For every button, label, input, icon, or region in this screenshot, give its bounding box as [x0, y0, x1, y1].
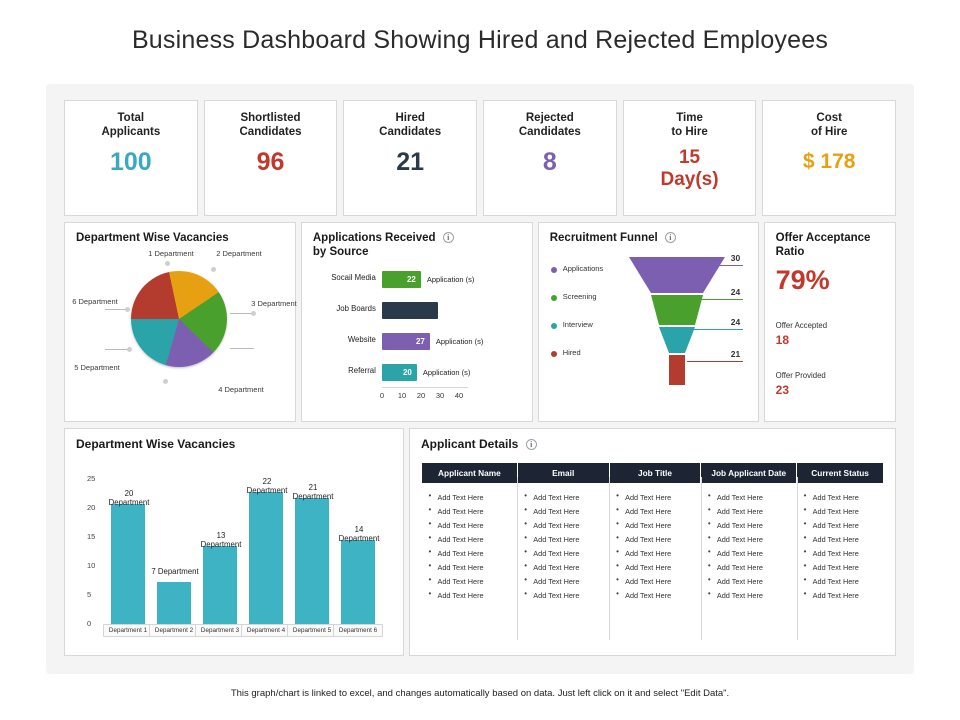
legend-dot-applications [551, 267, 557, 273]
legend-label-interview: Interview [562, 320, 593, 329]
funnel-value-hired: 21 [730, 349, 741, 359]
list-item[interactable]: • Add Text Here [703, 490, 795, 504]
legend-dot-hired [551, 351, 557, 357]
source-bar-label: Referral [348, 366, 376, 375]
column-header-job-applicant-date[interactable]: Job Applicant Date [701, 463, 797, 484]
source-bar-label: Website [347, 335, 376, 344]
column-header-current-status[interactable]: Current Status [797, 463, 884, 484]
list-item[interactable]: • Add Text Here [703, 560, 795, 574]
column-header-job-title[interactable]: Job Title [609, 463, 701, 484]
info-icon[interactable]: i [443, 232, 454, 243]
bar-value-3: 13 Department [200, 531, 242, 549]
offer-accepted-value: 18 [775, 333, 789, 347]
list-item[interactable]: • Add Text Here [519, 490, 607, 504]
card-title [421, 437, 537, 451]
legend-label-screening: Screening [562, 292, 597, 301]
card-offer-acceptance-ratio [764, 222, 896, 422]
kpi-value: 96 [256, 148, 285, 176]
list-item[interactable]: • Add Text Here [611, 574, 699, 588]
list-item[interactable]: • Add Text Here [519, 518, 607, 532]
offer-acceptance-percent: 79% [775, 265, 830, 295]
offer-provided-label: Offer Provided [775, 371, 826, 380]
offer-provided-value: 23 [775, 383, 789, 397]
funnel-value-applications: 30 [730, 253, 741, 263]
kpi-rejected-candidates [483, 100, 617, 216]
kpi-label-line1: Time [676, 112, 703, 124]
list-item[interactable]: • Add Text Here [799, 574, 882, 588]
funnel-chart [625, 253, 729, 393]
list-item[interactable]: • Add Text Here [799, 546, 882, 560]
info-icon[interactable]: i [665, 232, 676, 243]
list-item[interactable]: • Add Text Here [799, 588, 882, 602]
funnel-callout-line [709, 265, 743, 266]
list-item[interactable]: • Add Text Here [611, 532, 699, 546]
x-category-2: Department 2 [149, 624, 199, 637]
source-bar-row [348, 364, 522, 381]
kpi-label-line1: Shortlisted [240, 112, 301, 124]
list-item[interactable]: • Add Text Here [799, 518, 882, 532]
bar-department-6 [341, 540, 375, 625]
source-bar-value: 22 [406, 275, 416, 284]
legend-dot-interview [551, 323, 557, 329]
card-title-line1: Offer Acceptance [775, 232, 871, 244]
footnote: This graph/chart is linked to excel, and changes automatically based on data. Just left click on it and select "Edit Data". [230, 688, 730, 699]
middle-row [64, 222, 896, 422]
source-axis-line [382, 387, 468, 388]
pie-leader-dot [125, 307, 130, 312]
card-department-wise-vacancies-bar [64, 428, 404, 656]
list-item[interactable]: • Add Text Here [799, 504, 882, 518]
legend-label-applications: Applications [562, 264, 604, 273]
source-bar [382, 302, 438, 319]
source-bar-suffix: Application (s) [435, 337, 484, 346]
list-item[interactable]: • Add Text Here [703, 532, 795, 546]
y-tick: 25 [87, 474, 96, 483]
list-item[interactable]: • Add Text Here [611, 518, 699, 532]
funnel-value-screening: 24 [730, 287, 741, 297]
list-item[interactable]: • Add Text Here [424, 588, 516, 602]
list-item[interactable]: • Add Text Here [611, 546, 699, 560]
offer-accepted-label: Offer Accepted [775, 321, 828, 330]
list-item[interactable]: • Add Text Here [703, 574, 795, 588]
pie-leader-dot [163, 379, 168, 384]
source-bar [382, 364, 417, 381]
list-item[interactable]: • Add Text Here [519, 504, 607, 518]
x-category-4: Department 4 [241, 624, 291, 637]
bar-department-2 [157, 582, 191, 625]
bar-value-2: 7 Department [151, 567, 199, 576]
y-tick: 15 [87, 532, 96, 541]
column-header-applicant-name[interactable]: Applicant Name [422, 463, 518, 484]
bar-department-1 [111, 504, 145, 625]
list-item[interactable]: • Add Text Here [424, 518, 516, 532]
list-item[interactable]: • Add Text Here [703, 546, 795, 560]
x-category-1: Department 1 [103, 624, 153, 637]
source-bar-value: 20 [402, 368, 412, 377]
pie-label-1: 1 Department [148, 249, 194, 258]
kpi-label-line1: Hired [395, 112, 425, 124]
x-category-6: Department 6 [333, 624, 383, 637]
card-department-wise-vacancies-pie [64, 222, 296, 422]
table-divider [797, 477, 798, 640]
bar-department-3 [203, 546, 237, 625]
list-item[interactable]: • Add Text Here [424, 546, 516, 560]
page-title: Business Dashboard Showing Hired and Rejected Employees [131, 26, 829, 54]
pie-leader-dot [165, 261, 170, 266]
source-bar-chart [331, 271, 522, 400]
kpi-label-line2: of Hire [810, 126, 848, 138]
kpi-time-to-hire [623, 100, 757, 216]
card-title-text: Applicant Details [421, 437, 519, 451]
kpi-cost-of-hire [762, 100, 896, 216]
list-item[interactable]: • Add Text Here [424, 532, 516, 546]
card-title: Department Wise Vacancies [76, 437, 236, 451]
kpi-label-line2: Applicants [101, 126, 161, 138]
kpi-label-line1: Cost [816, 112, 842, 124]
info-icon[interactable]: i [526, 439, 537, 450]
table-cell-job-title [609, 484, 701, 607]
card-title [313, 231, 454, 259]
kpi-label-line1: Rejected [525, 112, 574, 124]
list-item[interactable]: • Add Text Here [424, 560, 516, 574]
card-title-line1: Applications Received [312, 232, 436, 244]
applicant-details-table [421, 462, 884, 606]
y-tick: 0 [87, 619, 92, 628]
pie-leader-dot [211, 267, 216, 272]
kpi-value: 8 [542, 148, 557, 176]
list-item[interactable]: • Add Text Here [611, 504, 699, 518]
kpi-row [64, 100, 896, 216]
kpi-value: 100 [109, 148, 152, 176]
column-header-email[interactable]: Email [517, 463, 609, 484]
source-bar-row [336, 302, 522, 319]
kpi-label-line2: Candidates [518, 126, 581, 138]
source-bar [382, 271, 421, 288]
list-item[interactable]: • Add Text Here [611, 560, 699, 574]
kpi-hired-candidates [343, 100, 477, 216]
pie-leader-line [230, 348, 254, 349]
table-divider [517, 477, 518, 640]
table-divider [609, 477, 610, 640]
table-divider [701, 477, 702, 640]
kpi-value: 15 Day(s) [660, 147, 719, 190]
kpi-label-line2: Candidates [239, 126, 302, 138]
pie-leader-dot [251, 311, 256, 316]
list-item[interactable]: • Add Text Here [424, 574, 516, 588]
card-recruitment-funnel [538, 222, 759, 422]
pie-label-6: 6 Department [72, 297, 118, 306]
list-item[interactable]: • Add Text Here [611, 490, 699, 504]
kpi-label-line2: to Hire [671, 126, 708, 138]
card-applications-by-source [301, 222, 533, 422]
list-item[interactable]: • Add Text Here [519, 546, 607, 560]
kpi-label-line1: Total [117, 112, 145, 124]
kpi-total-applicants [64, 100, 198, 216]
table-body-row [422, 484, 884, 607]
legend-label-hired: Hired [562, 348, 581, 357]
source-bar-label: Socail Media [331, 273, 376, 282]
list-item[interactable]: • Add Text Here [703, 504, 795, 518]
x-tick: 40 [454, 391, 464, 400]
card-title: Department Wise Vacancies [76, 232, 229, 244]
x-category-5: Department 5 [287, 624, 337, 637]
list-item[interactable]: • Add Text Here [799, 532, 882, 546]
bar-value-6: 14 Department [338, 525, 380, 543]
table-cell-applicant-name [422, 484, 518, 607]
funnel-callout-line [701, 299, 743, 300]
list-item[interactable]: • Add Text Here [703, 588, 795, 602]
list-item[interactable]: • Add Text Here [519, 588, 607, 602]
y-tick: 5 [87, 590, 92, 599]
funnel-callout-line [691, 329, 743, 330]
pie-label-3: 3 Department [251, 299, 297, 308]
source-bar-label: Job Boards [336, 304, 376, 313]
pie-leader-line [105, 309, 127, 310]
source-bar-row [347, 333, 522, 350]
dept-bar-chart [87, 471, 387, 643]
kpi-shortlisted-candidates [204, 100, 338, 216]
x-tick: 10 [397, 391, 407, 400]
x-category-3: Department 3 [195, 624, 245, 637]
kpi-value: 21 [396, 148, 425, 176]
funnel-value-interview: 24 [730, 317, 741, 327]
pie-label-5: 5 Department [74, 363, 120, 372]
kpi-label-line2: Candidates [379, 126, 442, 138]
pie-label-2: 2 Department [216, 249, 262, 258]
legend-dot-screening [551, 295, 557, 301]
dashboard-board [46, 84, 914, 674]
source-bar-suffix: Application (s) [422, 368, 471, 377]
bar-value-1: 20 Department [108, 489, 150, 507]
list-item[interactable]: • Add Text Here [519, 560, 607, 574]
card-title [550, 231, 676, 245]
card-title-text: Recruitment Funnel [549, 232, 658, 244]
list-item[interactable]: • Add Text Here [519, 532, 607, 546]
list-item[interactable]: • Add Text Here [611, 588, 699, 602]
bar-department-5 [295, 498, 329, 625]
y-tick: 20 [87, 503, 96, 512]
list-item[interactable]: • Add Text Here [703, 518, 795, 532]
bar-department-4 [249, 492, 283, 625]
list-item[interactable]: • Add Text Here [799, 560, 882, 574]
bar-value-4: 22 Department [246, 477, 288, 495]
bottom-row [64, 428, 896, 656]
y-tick: 10 [87, 561, 96, 570]
table-header-row [422, 463, 884, 484]
table-cell-email [517, 484, 609, 607]
source-bar [382, 333, 430, 350]
x-tick: 0 [379, 391, 385, 400]
bar-value-5: 21 Department [292, 483, 334, 501]
kpi-value: $ 178 [802, 150, 856, 173]
list-item[interactable]: • Add Text Here [519, 574, 607, 588]
table-cell-current-status [797, 484, 884, 607]
table-cell-job-applicant-date [701, 484, 797, 607]
x-tick: 20 [416, 391, 426, 400]
list-item[interactable]: • Add Text Here [424, 504, 516, 518]
funnel-callout-line [687, 361, 743, 362]
source-bar-value: 27 [415, 337, 425, 346]
pie-label-4: 4 Department [218, 385, 264, 394]
source-bar-suffix: Application (s) [426, 275, 475, 284]
card-title-line2: by Source [312, 246, 369, 258]
source-bar-row [331, 271, 522, 288]
card-title-line2: Ratio [775, 246, 805, 258]
pie-leader-dot [127, 347, 132, 352]
list-item[interactable]: • Add Text Here [799, 490, 882, 504]
x-tick: 30 [435, 391, 445, 400]
list-item[interactable]: • Add Text Here [424, 490, 516, 504]
card-applicant-details [409, 428, 896, 656]
pie-chart [131, 271, 227, 367]
card-title [776, 231, 871, 259]
